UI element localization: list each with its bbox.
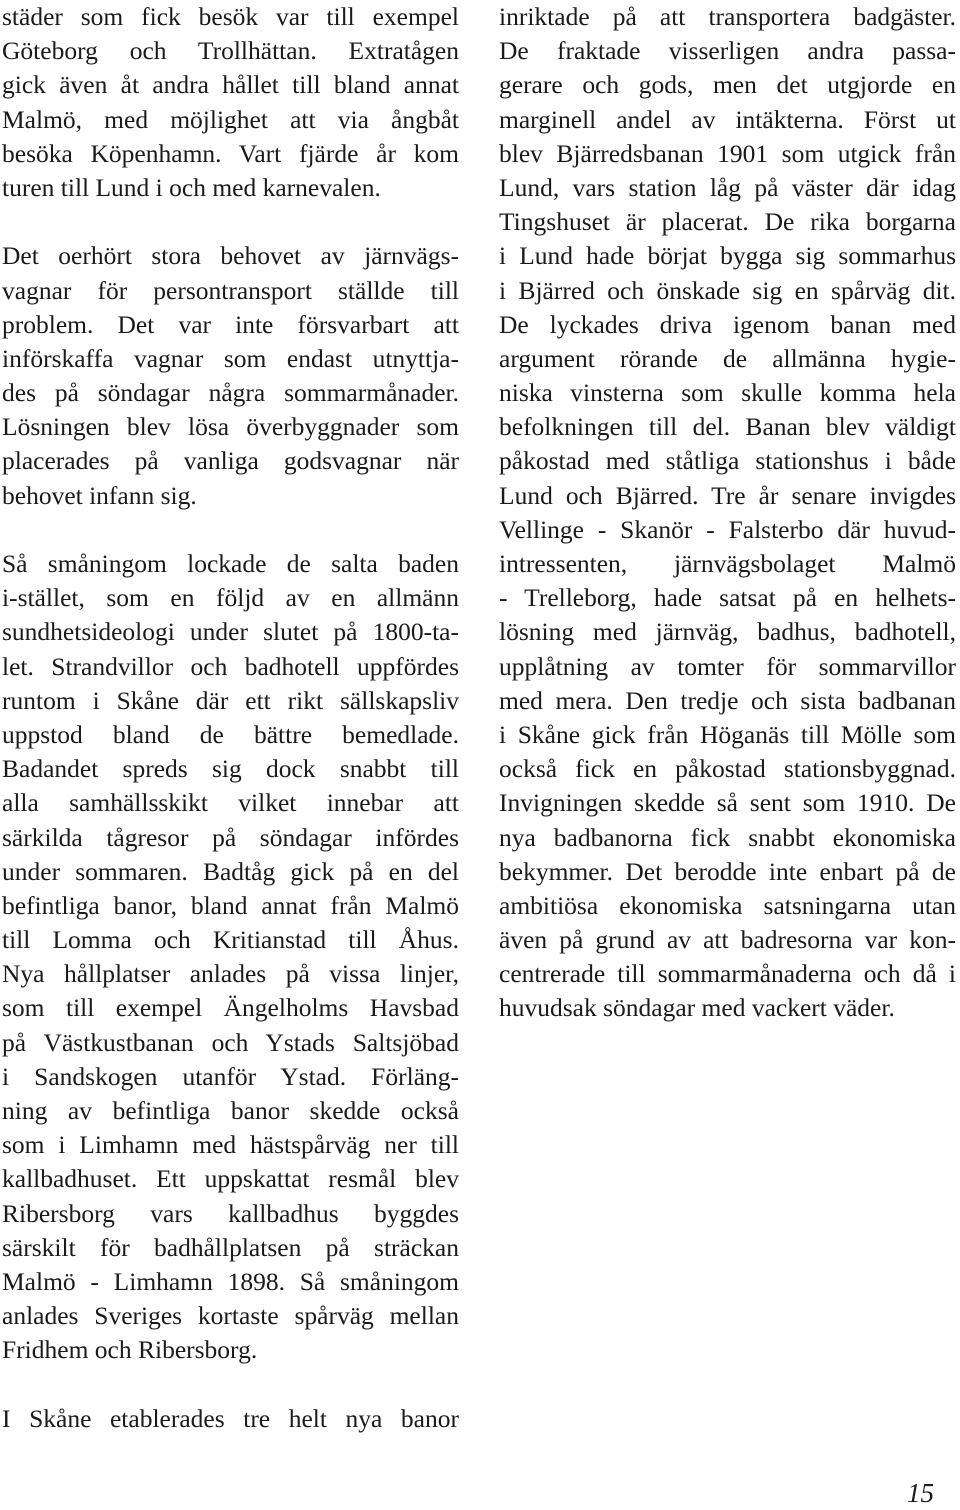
- text-line: argument rörande de allmänna hygie-: [499, 343, 956, 373]
- text-line: behovet infann sig.: [2, 480, 197, 510]
- text-line: Fridhem och Ribersborg.: [2, 1335, 258, 1365]
- text-line: i Lund hade börjat bygga sig sommarhus: [499, 241, 956, 271]
- text-line: Invigningen skedde så sent som 1910. De: [499, 788, 956, 818]
- paragraph: [2, 1402, 459, 1436]
- text-line: införskaffa vagnar som endast utnyttja-: [2, 343, 459, 373]
- text-line: ning av befintliga banor skedde också: [2, 1096, 459, 1125]
- text-line: gerare och gods, men det utgjorde en: [499, 70, 956, 100]
- text-line: under sommaren. Badtåg gick på en del: [2, 856, 459, 886]
- text-line: med mera. Den tredje och sista badbanan: [499, 685, 956, 715]
- text-line: Badandet spreds sig dock snabbt till: [2, 754, 459, 784]
- text-line: turen till Lund i och med karnevalen.: [2, 172, 381, 202]
- text-line: placerades på vanliga godsvagnar när: [2, 446, 459, 476]
- text-line: alla samhällsskikt vilket innebar att: [2, 788, 459, 818]
- paragraph-gap: [2, 513, 459, 547]
- text-line: befintliga banor, bland annat från Malmö: [2, 890, 459, 920]
- text-line: som till exempel Ängelholms Havsbad: [2, 993, 459, 1023]
- text-line: vagnar för persontransport ställde till: [2, 275, 459, 305]
- text-line: inriktade på att transportera badgäster.: [499, 2, 956, 31]
- right-column: [499, 0, 956, 1026]
- text-line: till Lomma och Kritianstad till Åhus.: [2, 925, 459, 955]
- text-line: let. Strandvillor och badhotell uppfördes: [2, 651, 459, 681]
- text-line: i-stället, som en följd av en allmänn: [2, 583, 459, 613]
- text-line: niska vinsterna som skulle komma hela: [499, 378, 956, 408]
- text-line: Göteborg och Trollhättan. Extratågen: [2, 36, 459, 66]
- text-line: Vellinge - Skanör - Falsterbo där huvud-: [499, 514, 956, 544]
- text-line: I Skåne etablerades tre helt nya banor: [2, 1403, 459, 1433]
- text-line: intressenten, järnvägsbolaget Malmö: [499, 549, 956, 578]
- text-line: Malmö - Limhamn 1898. Så småningom: [2, 1266, 459, 1296]
- text-line: nya badbanorna fick snabbt ekonomiska: [499, 822, 956, 852]
- text-line: De fraktade visserligen andra passa-: [499, 36, 956, 66]
- text-line: upplåtning av tomter för sommarvillor: [499, 651, 956, 681]
- text-line: uppstod bland de bättre bemedlade.: [2, 719, 459, 749]
- text-line: befolkningen till del. Banan blev väldigt: [499, 412, 956, 442]
- text-line: Så småningom lockade de salta baden: [2, 549, 459, 578]
- text-line: Det oerhört stora behovet av järnvägs-: [2, 241, 459, 271]
- text-line: särkilda tågresor på söndagar infördes: [2, 822, 459, 852]
- text-line: Malmö, med möjlighet att via ångbåt: [2, 104, 459, 134]
- text-line: marginell andel av intäkterna. Först ut: [499, 104, 956, 134]
- text-line: des på söndagar några sommarmånader.: [2, 378, 459, 408]
- text-line: anlades Sveriges kortaste spårväg mellan: [2, 1301, 459, 1331]
- text-line: besöka Köpenhamn. Vart fjärde år kom: [2, 138, 459, 168]
- paragraph: [2, 547, 459, 1368]
- text-line: även på grund av att badresorna var kon-: [499, 925, 956, 955]
- text-line: Nya hållplatser anlades på vissa linjer,: [2, 959, 459, 989]
- page-number: 15: [907, 1478, 934, 1508]
- text-line: sundhetsideologi under slutet på 1800-ta-: [2, 617, 459, 647]
- text-line: Lösningen blev lösa överbyggnader som: [2, 412, 459, 442]
- paragraph-gap: [2, 1368, 459, 1402]
- text-line: centrerade till sommarmånaderna och då i: [499, 959, 956, 989]
- paragraph: [2, 239, 459, 513]
- text-line: särskilt för badhållplatsen på sträckan: [2, 1232, 459, 1262]
- text-line: Lund, vars station låg på väster där idag: [499, 172, 956, 202]
- left-column: [2, 0, 459, 1436]
- text-line: kallbadhuset. Ett uppskattat resmål blev: [2, 1164, 459, 1194]
- text-line: också fick en påkostad stationsbyggnad.: [499, 754, 956, 784]
- text-line: städer som fick besök var till exempel: [2, 2, 459, 31]
- text-line: som i Limhamn med hästspårväg ner till: [2, 1130, 459, 1160]
- paragraph: [2, 0, 459, 205]
- text-line: problem. Det var inte försvarbart att: [2, 309, 459, 339]
- text-line: - Trelleborg, hade satsat på en helhets-: [499, 583, 956, 613]
- text-line: i Sandskogen utanför Ystad. Förläng-: [2, 1061, 459, 1091]
- text-line: blev Bjärredsbanan 1901 som utgick från: [499, 138, 956, 168]
- paragraph-gap: [2, 205, 459, 239]
- text-line: lösning med järnväg, badhus, badhotell,: [499, 617, 956, 647]
- text-line: runtom i Skåne där ett rikt sällskapsliv: [2, 685, 459, 715]
- paragraph: [499, 0, 956, 1026]
- text-line: på Västkustbanan och Ystads Saltsjöbad: [2, 1027, 459, 1057]
- text-line: Ribersborg vars kallbadhus byggdes: [2, 1198, 459, 1228]
- text-line: i Skåne gick från Höganäs till Mölle som: [499, 719, 956, 749]
- text-line: gick även åt andra hållet till bland annat: [2, 70, 459, 100]
- text-line: i Bjärred och önskade sig en spårväg dit.: [499, 275, 956, 305]
- text-line: Tingshuset är placerat. De rika borgarna: [499, 207, 956, 237]
- text-line: Lund och Bjärred. Tre år senare invigdes: [499, 480, 956, 510]
- text-line: De lyckades driva igenom banan med: [499, 309, 956, 339]
- text-line: bekymmer. Det berodde inte enbart på de: [499, 856, 956, 886]
- text-line: påkostad med ståtliga stationshus i både: [499, 446, 956, 476]
- text-line: huvudsak söndagar med vackert väder.: [499, 993, 895, 1023]
- text-line: ambitiösa ekonomiska satsningarna utan: [499, 890, 956, 920]
